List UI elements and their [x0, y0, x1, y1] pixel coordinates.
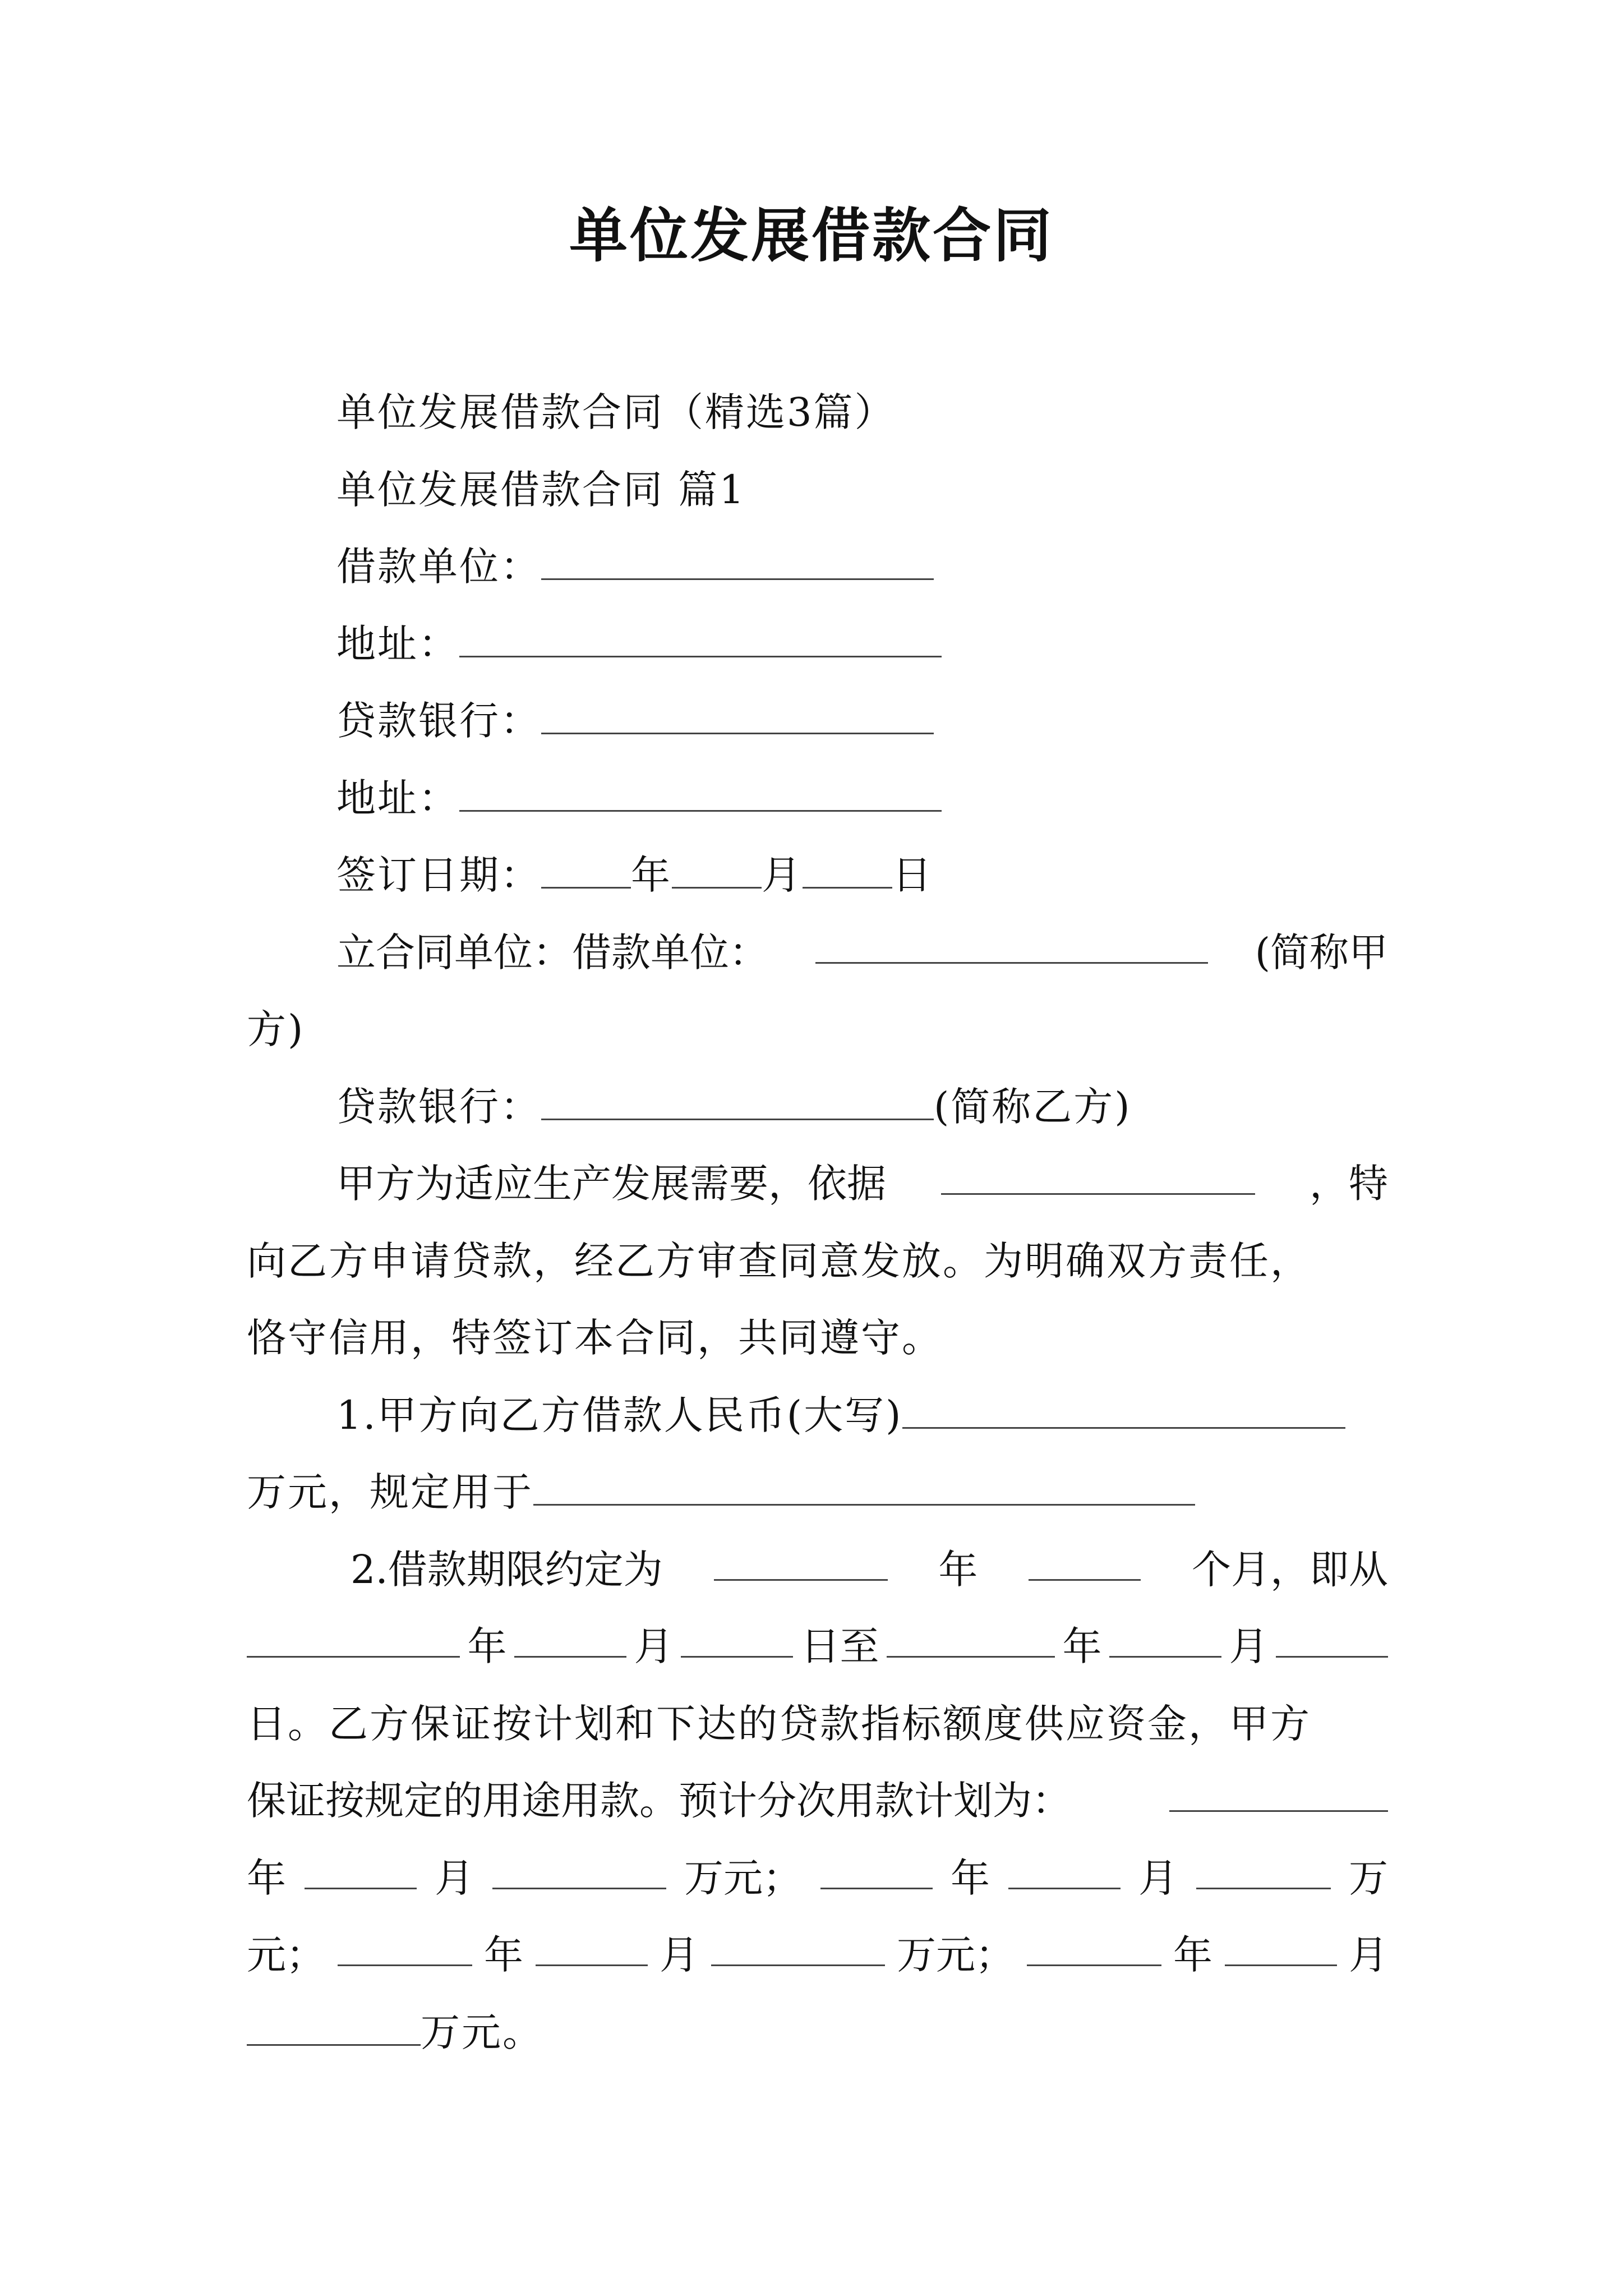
from-month-blank [514, 1621, 626, 1658]
clause1-line-2 [247, 1467, 1195, 1517]
sign-month-blank [672, 852, 762, 889]
clause1-line-1 [336, 1390, 1345, 1441]
plan1-month-blank [305, 1853, 417, 1889]
to-month-blank [1109, 1621, 1221, 1658]
party-b-blank [541, 1084, 934, 1120]
address2-blank [459, 775, 942, 812]
day-label: 日 [892, 852, 933, 898]
plan4-unit: 万元。 [421, 2009, 543, 2055]
clause2-line-7 [247, 2007, 543, 2058]
to-year-label: 年 [1062, 1623, 1102, 1669]
preamble-text-b: ，特 [1310, 1161, 1388, 1207]
preamble-line-1 [336, 1158, 1388, 1209]
clause2-line-3: 日。乙方保证按计划和下达的贷款指标额度供应资金，甲方 [247, 1701, 1311, 1747]
plan2-month-blank [1008, 1853, 1121, 1889]
plan1-month-label: 月 [435, 1855, 474, 1901]
plan2-unit-yuan: 元； [247, 1932, 325, 1978]
borrower-field [336, 541, 934, 592]
plan1-year-blank [1169, 1775, 1388, 1812]
parties-line-1 [336, 927, 1388, 978]
party-a-abbr: (简称甲 [1255, 930, 1388, 976]
clause1-text: 1.甲方向乙方借款人民币(大写) [336, 1392, 903, 1438]
to-month-label: 月 [1229, 1623, 1269, 1669]
sign-date-label: 签订日期： [336, 852, 541, 898]
plan2-month-label: 月 [1138, 1855, 1178, 1901]
month-label: 月 [762, 852, 803, 898]
purpose-blank [533, 1469, 1195, 1506]
parties-line-2: 方) [247, 1006, 305, 1052]
day-to-label: 日至 [800, 1623, 879, 1669]
plan3-unit: 万元； [897, 1932, 1015, 1978]
preamble-line-3: 恪守信用，特签订本合同，共同遵守。 [247, 1315, 943, 1361]
plan-label: 保证按规定的用途用款。预计分次用款计划为： [247, 1778, 1071, 1824]
borrower-label: 借款单位： [336, 544, 541, 590]
plan1-amount-blank [492, 1853, 666, 1889]
clause2-text-c: 个月，即从 [1191, 1547, 1388, 1593]
plan2-unit-wan: 万 [1349, 1855, 1388, 1901]
to-day-blank [1276, 1621, 1388, 1658]
from-year-label: 年 [467, 1623, 507, 1669]
address1-field [336, 619, 942, 669]
clause2-line-1 [351, 1544, 1388, 1595]
sign-day-blank [803, 852, 892, 889]
document-subtitle: 单位发展借款合同（精选3篇） [336, 389, 896, 435]
clause2-line-2 [247, 1621, 1388, 1672]
plan1-year-label: 年 [247, 1855, 286, 1901]
party-b-abbr: (简称乙方) [934, 1084, 1132, 1130]
plan1-unit: 万元； [684, 1855, 802, 1901]
clause2-line-5 [247, 1853, 1388, 1903]
party-b-label: 贷款银行： [336, 1084, 541, 1130]
plan2-amount-blank [1196, 1853, 1331, 1889]
clause2-line-6 [247, 1930, 1388, 1980]
year-label: 年 [631, 852, 672, 898]
bank-label: 贷款银行： [336, 698, 541, 744]
plan3-month-blank [536, 1930, 648, 1966]
part-heading: 单位发展借款合同 篇1 [336, 467, 746, 513]
plan2-year-blank [820, 1853, 933, 1889]
amount-blank [902, 1392, 1345, 1429]
term-year-blank [714, 1544, 888, 1581]
clause2-year: 年 [938, 1547, 978, 1593]
preamble-line-2: 向乙方申请贷款，经乙方审查同意发放。为明确双方责任， [247, 1238, 1311, 1284]
plan4-year-blank [1027, 1930, 1161, 1966]
bank-blank [541, 698, 934, 734]
address1-blank [459, 621, 942, 657]
sign-date-field [336, 850, 933, 900]
clause2-line-4 [247, 1775, 1388, 1826]
basis-blank [941, 1158, 1255, 1195]
from-year-blank [247, 1621, 460, 1658]
from-month-label: 月 [634, 1623, 674, 1669]
term-month-blank [1029, 1544, 1141, 1581]
clause2-text-a: 2.借款期限约定为 [351, 1547, 663, 1593]
address2-label: 地址： [336, 775, 459, 821]
to-year-blank [887, 1621, 1055, 1658]
from-day-blank [681, 1621, 793, 1658]
plan3-year-blank [338, 1930, 472, 1966]
plan4-month-blank [1225, 1930, 1337, 1966]
document-title: 单位发展借款合同 [569, 201, 1054, 270]
borrower-blank [541, 544, 934, 580]
address2-field [336, 773, 942, 823]
plan3-month-label: 月 [660, 1932, 699, 1978]
plan4-amount-blank [247, 2009, 421, 2046]
sign-year-blank [541, 852, 631, 889]
preamble-text-a: 甲方为适应生产发展需要，依据 [336, 1161, 886, 1207]
party-b-line [336, 1082, 1132, 1132]
plan3-year-label: 年 [484, 1932, 523, 1978]
plan3-amount-blank [711, 1930, 885, 1966]
plan4-year-label: 年 [1173, 1932, 1212, 1978]
plan4-month-label: 月 [1349, 1932, 1388, 1978]
address1-label: 地址： [336, 621, 459, 667]
parties-label: 立合同单位：借款单位： [336, 930, 768, 976]
clause1-purpose-label: 万元，规定用于 [247, 1469, 533, 1515]
plan2-year-label: 年 [951, 1855, 990, 1901]
party-a-blank [815, 927, 1208, 964]
bank-field [336, 696, 934, 746]
